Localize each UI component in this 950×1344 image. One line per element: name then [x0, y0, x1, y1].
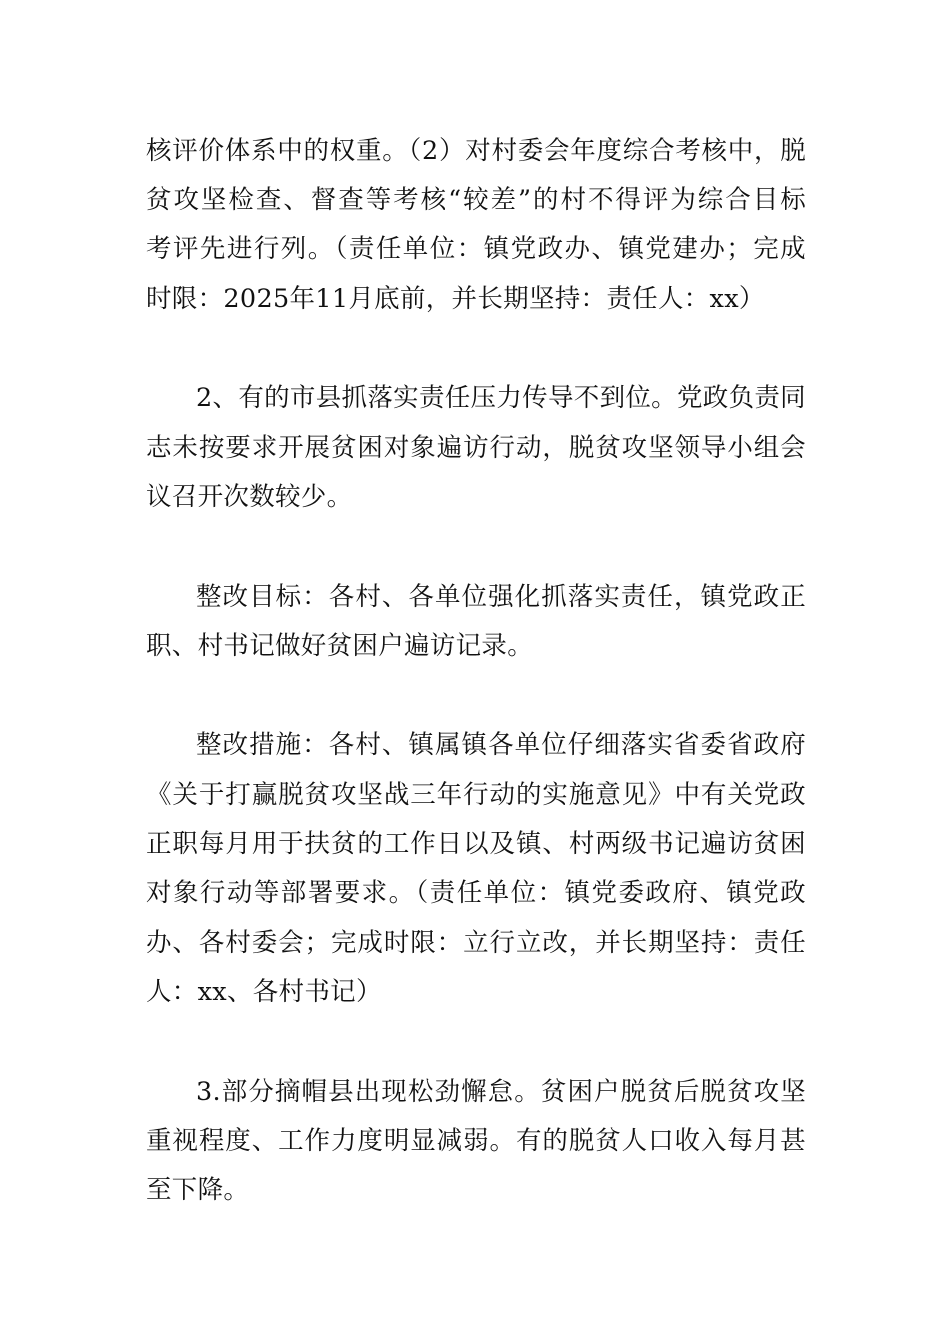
- text-line: 《关于打赢脱贫攻坚战三年行动的实施意见》中有关党政: [146, 780, 806, 810]
- text-line: 贫攻坚检查、督查等考核“较差”的村不得评为综合目标: [146, 185, 806, 215]
- text-line: 正职每月用于扶贫的工作日以及镇、村两级书记遍访贫困: [146, 829, 806, 859]
- text-line: 核评价体系中的权重。（2）对村委会年度综合考核中，脱: [146, 136, 806, 166]
- text-line: 职、村书记做好贫困户遍访记录。: [146, 631, 534, 661]
- text-line: 2、有的市县抓落实责任压力传导不到位。党政负责同: [196, 383, 806, 413]
- text-line: 整改目标：各村、各单位强化抓落实责任，镇党政正: [196, 582, 806, 612]
- text-line: 重视程度、工作力度明显减弱。有的脱贫人口收入每月甚: [146, 1126, 806, 1156]
- text-line: 整改措施：各村、镇属镇各单位仔细落实省委省政府: [196, 730, 806, 760]
- text-line: 议召开次数较少。: [146, 482, 353, 512]
- text-line: 办、各村委会；完成时限：立行立改，并长期坚持：责任: [146, 928, 806, 958]
- text-line: 时限：2025年11月底前，并长期坚持：责任人：xx）: [146, 284, 765, 314]
- text-line: 志未按要求开展贫困对象遍访行动，脱贫攻坚领导小组会: [146, 433, 806, 463]
- text-line: 考评先进行列。（责任单位：镇党政办、镇党建办；完成: [146, 234, 806, 264]
- text-line: 3.部分摘帽县出现松劲懈怠。贫困户脱贫后脱贫攻坚: [196, 1077, 806, 1107]
- text-line: 人：xx、各村书记）: [146, 977, 382, 1007]
- text-line: 至下降。: [146, 1175, 250, 1205]
- text-line: 对象行动等部署要求。（责任单位：镇党委政府、镇党政: [146, 878, 806, 908]
